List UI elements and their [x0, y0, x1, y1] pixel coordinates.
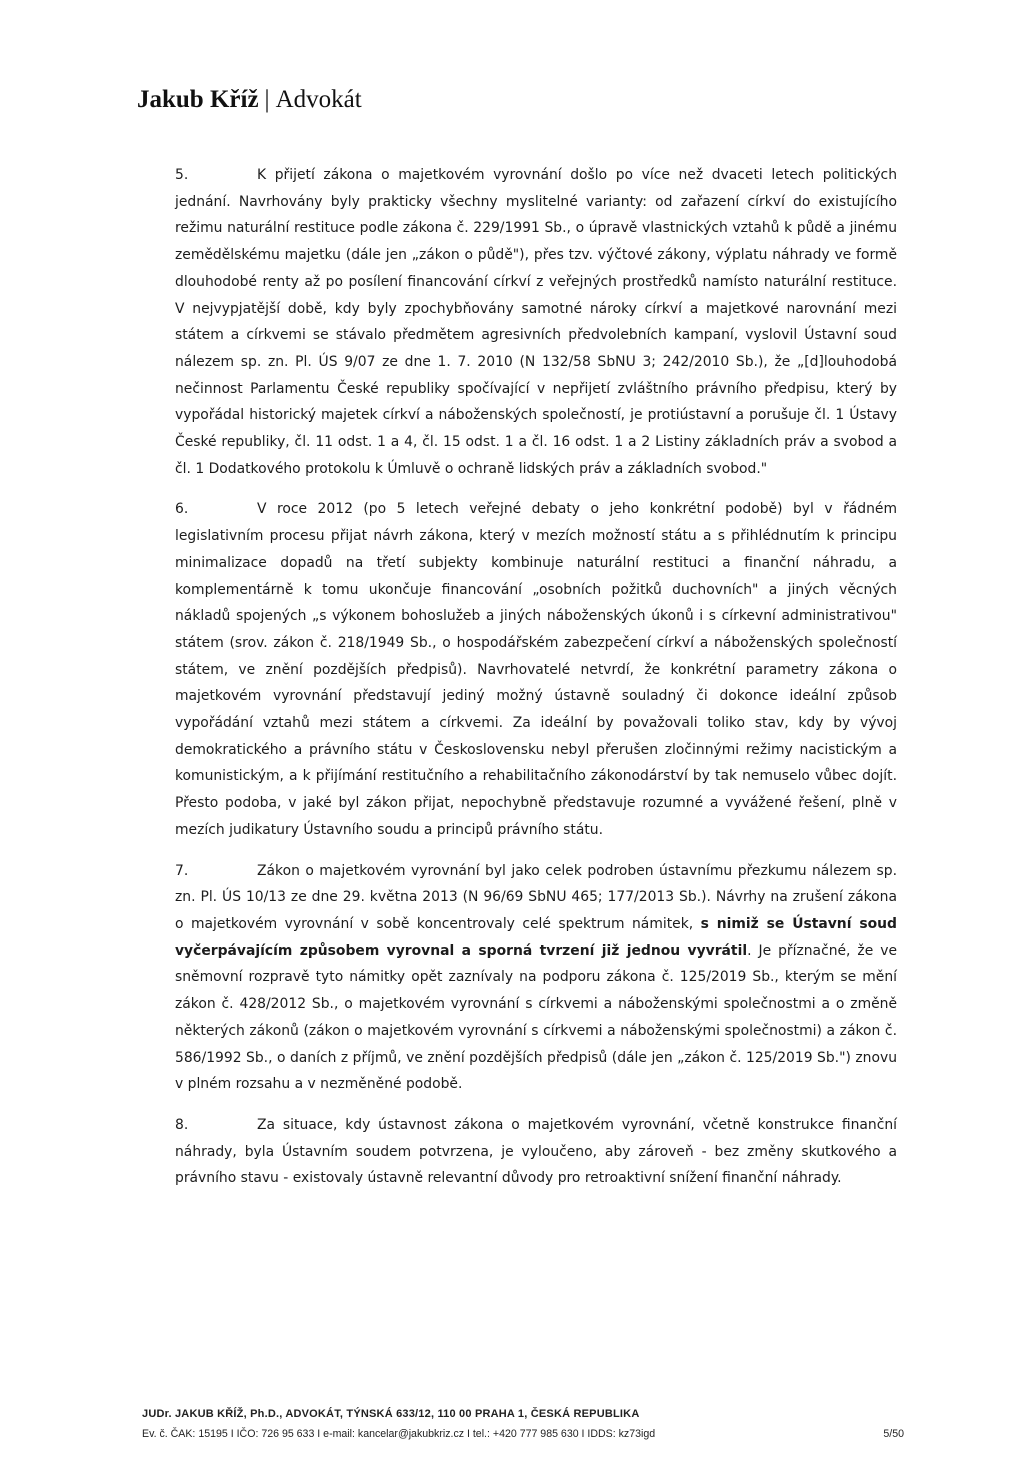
paragraph-number: 6. [175, 501, 189, 518]
page-number: 5/50 [883, 1428, 904, 1440]
paragraph-text-continued: . Je příznačné, že ve sněmovní rozpravě tyto námitky opět zaznívaly na podporu zákona č. 125/2019 Sb., kterým se mění zákon č. 428/2012 Sb., o majetkovém vyrovnání s církvemi a náboženskými společnostmi a o změně některých zákonů (zákon o majetkovém vyrovnání s církvemi a náboženskými společnostmi) a zákon č. 586/1992 Sb., o daních z příjmů, ve znění pozdějších předpisů (dále jen „zákon č. 125/2019 Sb.") znovu v plném rozsahu a v nezměněné podobě. [175, 942, 897, 1093]
paragraph-text: Zákon o majetkovém vyrovnání byl jako celek podroben ústavnímu přezkumu nálezem sp. zn. Pl. ÚS 10/13 ze dne 29. května 2013 (N 96/69 SbNU 465; 177/2013 Sb.). Návrhy na zrušení zákona o majetkovém vyrovnání v sobě koncentrovaly celé spektrum námitek, [175, 862, 897, 932]
paragraph-6 [175, 496, 897, 843]
paragraph-text: V roce 2012 (po 5 letech veřejné debaty o jeho konkrétní podobě) byl v řádném legislativním procesu přijat návrh zákona, který v mezích možností státu a s přihlédnutím k principu minimalizace dopadů na třetí subjekty kombinuje naturální restituci a finanční náhradu, a komplementárně k tomu ukončuje financování „osobních požitků duchovních" a jiných věcných nákladů spojených „s výkonem bohoslužeb a jiných náboženských úkonů i s církevní administrativou" státem (srov. zákon č. 218/1949 Sb., o hospodářském zabezpečení církví a náboženských společností státem, ve znění pozdějších předpisů). Navrhovatelé netvrdí, že konkrétní parametry zákona o majetkovém vyrovnání představují jediný možný ústavně souladný či dokonce ideální způsob vypořádání vztahů mezi státem a církvemi. Za ideální by považovali toliko stav, kdy by vývoj demokratického a právního státu v Československu nebyl přerušen zločinnými režimy nacistickým a komunistickým, a k přijímání restitučního a rehabilitačního zákonodárství by tak nemuselo vůbec dojít. Přesto podoba, v jaké byl zákon přijat, nepochybně představuje rozumné a vyvážené řešení, plně v mezích judikatury Ústavního soudu a principů právního státu. [175, 501, 897, 838]
paragraph-5 [175, 162, 897, 482]
lawyer-role: Advokát [275, 86, 362, 113]
paragraph-number: 7. [175, 862, 189, 879]
paragraph-text: Za situace, kdy ústavnost zákona o majetkovém vyrovnání, včetně konstrukce finanční náhrady, byla Ústavním soudem potvrzena, je vyloučeno, aby zároveň - bez změny skutkového a právního stavu - existovaly ústavně relevantní důvody pro retroaktivní snížení finanční náhrady. [175, 1116, 897, 1187]
paragraph-7 [175, 858, 897, 1098]
footer-address: JUDr. JAKUB KŘÍŽ, Ph.D., ADVOKÁT, TÝNSKÁ 633/12, 110 00 PRAHA 1, ČESKÁ REPUBLIKA [142, 1408, 640, 1420]
paragraph-number: 8. [175, 1116, 189, 1133]
header-separator: | [264, 86, 270, 113]
paragraph-text: K přijetí zákona o majetkovém vyrovnání došlo po více než dvaceti letech politických jednání. Navrhovány byly prakticky všechny myslitelné varianty: od zařazení církví do existujícího režimu naturální restituce podle zákona č. 229/1991 Sb., o úpravě vlastnických vztahů k půdě a jinému zemědělskému majetku (dále jen „zákon o půdě"), přes tzv. výčtové zákony, výplatu náhrady ve formě dlouhodobé renty až po posílení financování církví z veřejných prostředků namísto naturální restituce. V nejvypjatější době, kdy byly zpochybňovány samotné nároky církví a majetkové narovnání mezi státem a církvemi se stávalo předmětem agresivních předvolebních kampaní, vyslovil Ústavní soud nálezem sp. zn. Pl. ÚS 9/07 ze dne 1. 7. 2010 (N 132/58 SbNU 3; 242/2010 Sb.), že „[d]louhodobá nečinnost Parlamentu České republiky spočívající v nepřijetí zvláštního právního předpisu, který by vypořádal historický majetek církví a náboženských společností, je protiústavní a porušuje čl. 1 Ústavy České republiky, čl. 11 odst. 1 a 4, čl. 15 odst. 1 a čl. 16 odst. 1 a 2 Listiny základních práv a svobod a čl. 1 Dodatkového protokolu k Úmluvě o ochraně lidských práv a základních svobod." [175, 167, 897, 477]
letterhead [137, 86, 362, 114]
paragraph-number: 5. [175, 167, 189, 183]
paragraph-8 [175, 1112, 897, 1192]
document-body [175, 162, 897, 1206]
page-footer [142, 1408, 904, 1440]
paragraph-emphasis: s nimiž se Ústavní soud vyčerpávajícím způsobem vyrovnal a sporná tvrzení již jednou vyvrátil [175, 915, 897, 959]
footer-contact: Ev. č. ČAK: 15195 I IČO: 726 95 633 I e-mail: kancelar@jakubkriz.cz I tel.: +420 777 985 630 I IDDS: kz73igd [142, 1428, 656, 1440]
footer-contact-row [142, 1428, 904, 1440]
lawyer-name: Jakub Kříž [137, 86, 259, 113]
